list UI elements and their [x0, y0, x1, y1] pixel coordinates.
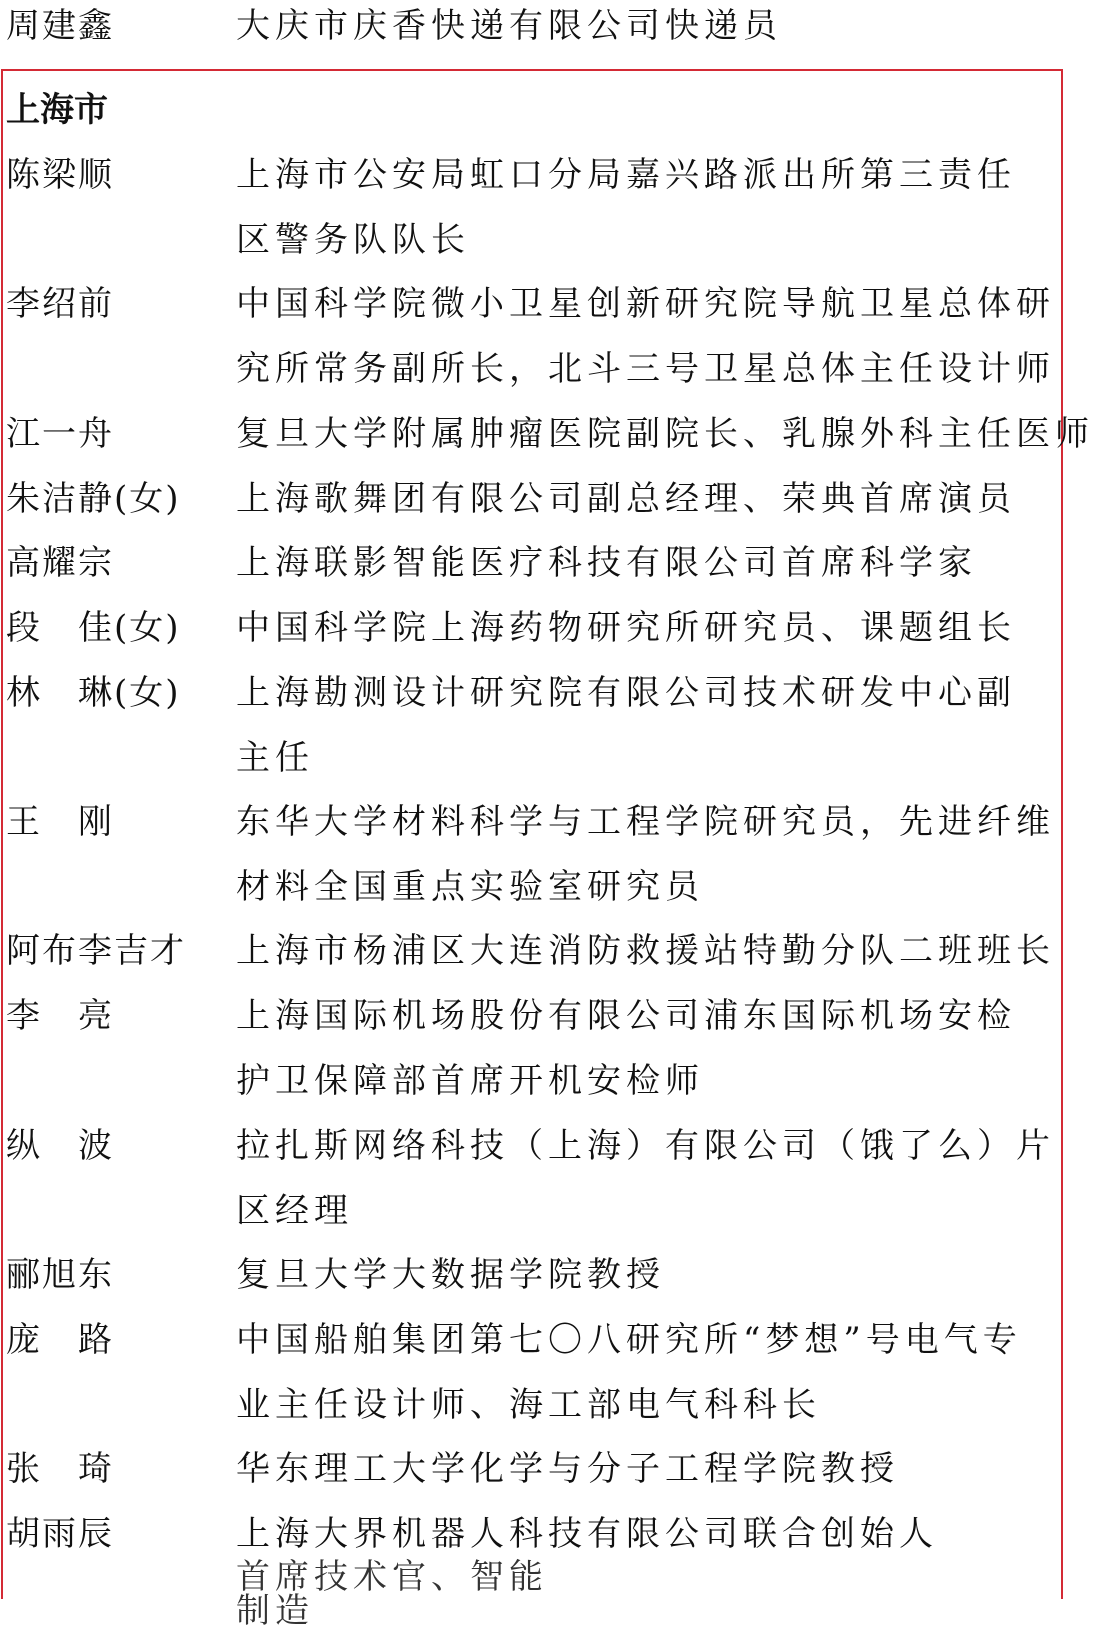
- person-name: 胡雨辰: [6, 1513, 114, 1554]
- title-line: 中国科学院上海药物研究所研究员、课题组长: [236, 607, 1016, 648]
- title-line: 上海歌舞团有限公司副总经理、荣典首席演员: [236, 478, 1016, 519]
- person-title: [236, 272, 1066, 402]
- person-title: [236, 1437, 1066, 1502]
- person-name: 阿布李吉才: [6, 931, 186, 972]
- person-title: [236, 790, 1066, 920]
- title-line: 上海勘测设计研究院有限公司技术研发中心副: [236, 672, 1016, 713]
- cut-off-text: [236, 1557, 556, 1631]
- title-line: 上海联影智能医疗科技有限公司首席科学家: [236, 543, 977, 584]
- person-name: 纵 波: [6, 1125, 114, 1166]
- title-line: 护卫保障部首席开机安检师: [236, 1061, 704, 1102]
- title-line: 东华大学材料科学与工程学院研究员，先进纤维: [236, 802, 1055, 842]
- cut-off-line: 首席技术官、智能制造: [236, 1557, 548, 1631]
- title-line: 中国科学院微小卫星创新研究院导航卫星总体研: [236, 284, 1055, 325]
- person-title: [236, 1308, 1066, 1438]
- title-line: 区警务队队长: [236, 220, 470, 260]
- title-line: 复旦大学大数据学院教授: [236, 1254, 665, 1295]
- person-name: 张 琦: [6, 1449, 114, 1489]
- person-name: 林 琳(女): [6, 672, 181, 713]
- title-line: 中国船舶集团第七〇八研究所“梦想”号电气专: [236, 1319, 1022, 1360]
- person-name: 王 刚: [6, 802, 114, 842]
- person-name: 李绍前: [6, 284, 114, 325]
- person-name: 陈梁顺: [6, 155, 114, 195]
- title-line: 华东理工大学化学与分子工程学院教授: [236, 1449, 899, 1489]
- title-line: 业主任设计师、海工部电气科科长: [236, 1384, 821, 1425]
- person-title: [236, 596, 1066, 661]
- person-title: [236, 531, 1066, 596]
- person-title: [236, 919, 1066, 984]
- title-line: 拉扎斯网络科技（上海）有限公司（饿了么）片: [236, 1125, 1055, 1166]
- person-name: 郦旭东: [6, 1254, 114, 1295]
- person-name: 庞 路: [6, 1319, 114, 1360]
- title-line: 上海市杨浦区大连消防救援站特勤分队二班班长: [236, 931, 1055, 972]
- title-line: 上海市公安局虹口分局嘉兴路派出所第三责任: [236, 155, 1016, 195]
- person-name: 李 亮: [6, 996, 114, 1037]
- person-title: [236, 402, 1094, 467]
- title-line: 大庆市庆香快递有限公司快递员: [236, 6, 782, 46]
- person-title: [236, 467, 1066, 532]
- person-title: [236, 661, 1066, 791]
- person-name: 段 佳(女): [6, 607, 181, 648]
- title-line: 区经理: [236, 1190, 353, 1231]
- title-line: 材料全国重点实验室研究员: [236, 867, 704, 907]
- title-line: 究所常务副所长，北斗三号卫星总体主任设计师: [236, 349, 1055, 390]
- person-name: 朱洁静(女): [6, 478, 181, 519]
- title-line: 主任: [236, 737, 314, 778]
- title-line: 上海大界机器人科技有限公司联合创始人: [236, 1513, 938, 1554]
- person-name: 高耀宗: [6, 543, 114, 584]
- person-name: 周建鑫: [6, 6, 114, 46]
- person-title: [236, 1243, 1066, 1308]
- title-line: 上海国际机场股份有限公司浦东国际机场安检: [236, 996, 1016, 1037]
- person-title: [236, 0, 1066, 59]
- person-name: 江一舟: [6, 413, 114, 454]
- person-title: [236, 984, 1066, 1114]
- person-title: [236, 1114, 1066, 1244]
- section-title: 上海市: [6, 90, 108, 130]
- title-line: 复旦大学附属肿瘤医院副院长、乳腺外科主任医师: [236, 413, 1094, 454]
- person-title: [236, 143, 1066, 273]
